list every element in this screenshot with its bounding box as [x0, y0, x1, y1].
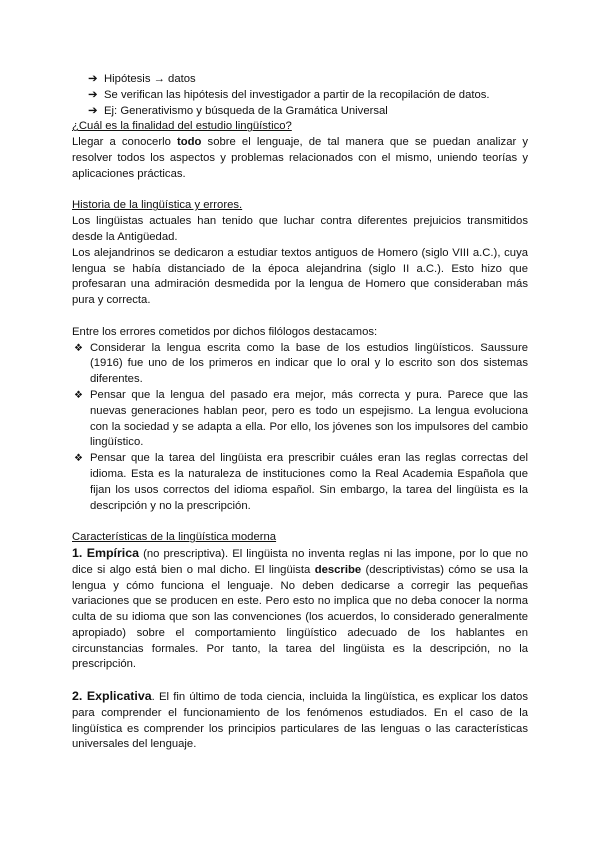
diamond-bullet-icon: ❖: [74, 389, 83, 401]
list-item: ❖ Pensar que la tarea del lingüista era prescribir cuáles eran las reglas correctas del idioma. Esta es la naturaleza de instituciones como la Real Academia Española que fijan los usos correctos del idioma español. Sin embargo, la tarea del lingüista es la descripción y no la prescripción.: [74, 452, 528, 512]
explicativa-paragraph: 2. Explicativa. El fin último de toda ciencia, incluida la lingüística, es explicar los datos para comprender el funcionamiento de los fenómenos estudiados. En el caso de la lingüística es comprender los principios particulares de las lenguas o las características universales del lenguaje.: [72, 689, 528, 751]
errors-intro: Entre los errores cometidos por dichos filólogos destacamos:: [72, 325, 378, 338]
method-arrow-list: [72, 72, 528, 119]
arrow-bullet-icon: ➔: [88, 73, 98, 85]
list-item: ➔ Hipótesis → datos: [72, 72, 528, 88]
arrow-bullet-icon: ➔: [88, 104, 98, 117]
finalidad-paragraph: Llegar a conocerlo todo sobre el lenguaje, de tal manera que se puedan analizar y resolver todos los aspectos y problemas relacionados con el mismo, uniendo teorías y aplicaciones prácticas.: [72, 136, 528, 180]
historia-heading: Historia de la lingüística y errores.: [72, 199, 243, 212]
list-item: ❖ Pensar que la lengua del pasado era mejor, más correcta y pura. Parece que las nuevas generaciones hablan peor, pero es todo un espejismo. La lengua evoluciona con la sociedad y se adapta a ella. Por ello, los jóvenes son los impulsores del cambio lingüístico.: [74, 388, 528, 449]
list-item: ➔ Ej: Generativismo y búsqueda de la Gramática Universal: [72, 104, 528, 120]
explicativa-title: 2. Explicativa: [72, 689, 152, 704]
list-item: ➔ Se verifican las hipótesis del investigador a partir de la recopilación de datos.: [72, 88, 528, 104]
empirica-title: 1. Empírica: [72, 545, 140, 560]
diamond-bullet-icon: ❖: [74, 453, 83, 465]
historia-paragraph-1: Los lingüistas actuales han tenido que luchar contra diferentes prejuicios transmitidos desde la Antigüedad.: [72, 215, 528, 243]
list-item: ❖ Considerar la lengua escrita como la base de los estudios lingüísticos. Saussure (1916) fue uno de los primeros en indicar que lo oral y lo escrito son dos sistemas diferentes.: [74, 341, 528, 386]
diamond-bullet-icon: ❖: [74, 342, 83, 354]
empirica-paragraph: 1. Empírica (no prescriptiva). El lingüista no inventa reglas ni las impone, por lo que no dice si algo está bien o mal dicho. El lingüista describe (descriptivistas) cómo se usa la lengua y cómo funciona el lenguaje. No deben dedicarse a corregir las pequeñas variaciones que se producen en este. Pero esto no implica que no deba conocer la norma culta de su idioma que son las convenciones (los acuerdos, lo considerado generalmente apropiado) sobre el comportamiento lingüístico adecuado de los hablantes en circunstancias formales. Por tanto, la tarea del lingüista es la descripción, no la prescripción.: [72, 545, 529, 671]
historia-paragraph-2: Los alejandrinos se dedicaron a estudiar textos antiguos de Homero (siglo VIII a.C.), cuya lengua se había distanciado de la época alejandrina (siglo II a.C.). Esto hizo que profesaran una admiración desmedida por la lengua de Homero que consideraban más pura y correcta.: [72, 246, 528, 307]
arrow-bullet-icon: ➔: [88, 88, 98, 101]
caracteristicas-heading: Características de la lingüística moderna: [72, 531, 277, 544]
errors-list: [72, 341, 528, 515]
finalidad-question: ¿Cuál es la finalidad del estudio lingüístico?: [72, 120, 292, 133]
document-page: [72, 72, 528, 753]
